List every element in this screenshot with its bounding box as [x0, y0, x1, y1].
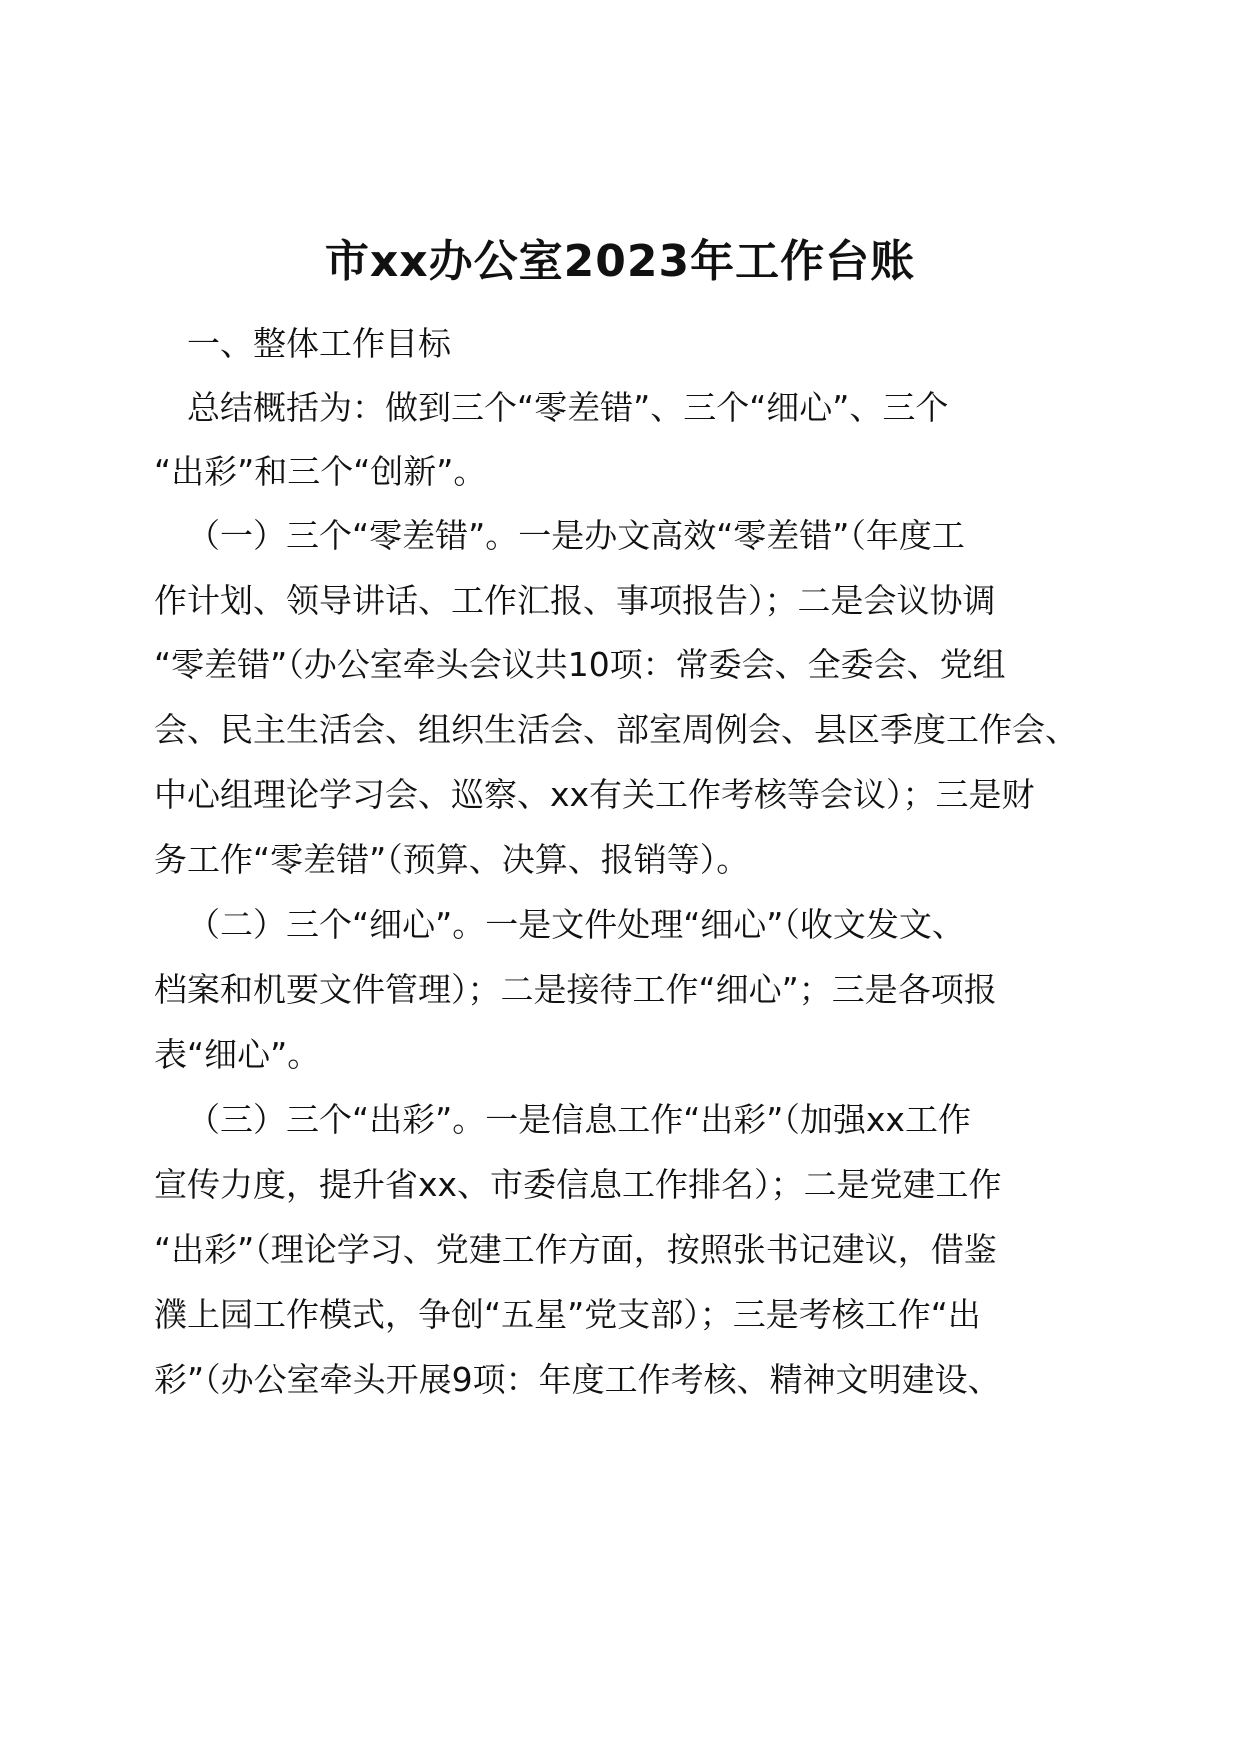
paragraph-line: “出彩”（理论学习、党建工作方面，按照张书记建议，借鉴	[154, 1230, 997, 1269]
paragraph-line: 中心组理论学习会、巡察、xx有关工作考核等会议）；三是财	[154, 775, 1035, 814]
paragraph-line: “出彩”和三个“创新”。	[154, 452, 487, 491]
paragraph-line: “零差错”（办公室牵头会议共10项：常委会、全委会、党组	[154, 645, 1006, 684]
document-title: 市xx办公室2023年工作台账	[324, 236, 916, 287]
paragraph-line: （二）三个“细心”。一是文件处理“细心”（收文发文、	[187, 905, 965, 944]
paragraph-line: 表“细心”。	[154, 1035, 321, 1074]
paragraph-line: 务工作“零差错”（预算、决算、报销等）。	[154, 840, 750, 879]
paragraph-line: 档案和机要文件管理）；二是接待工作“细心”；三是各项报	[154, 970, 997, 1009]
paragraph-line: （一）三个“零差错”。一是办文高效“零差错”（年度工	[187, 516, 965, 555]
paragraph-line: 濮上园工作模式，争创“五星”党支部）；三是考核工作“出	[154, 1295, 981, 1334]
paragraph-line: 会、民主生活会、组织生活会、部室周例会、县区季度工作会、	[154, 710, 1078, 749]
paragraph-line: 宣传力度，提升省xx、市委信息工作排名）；二是党建工作	[154, 1165, 1002, 1204]
paragraph-line: 作计划、领导讲话、工作汇报、事项报告）；二是会议协调	[154, 581, 996, 620]
paragraph-line: 彩”（办公室牵头开展9项：年度工作考核、精神文明建设、	[154, 1360, 1001, 1399]
paragraph-line: 总结概括为：做到三个“零差错”、三个“细心”、三个	[187, 388, 949, 427]
paragraph-line: （三）三个“出彩”。一是信息工作“出彩”（加强xx工作	[187, 1100, 971, 1139]
section-heading: 一、整体工作目标	[187, 324, 451, 363]
